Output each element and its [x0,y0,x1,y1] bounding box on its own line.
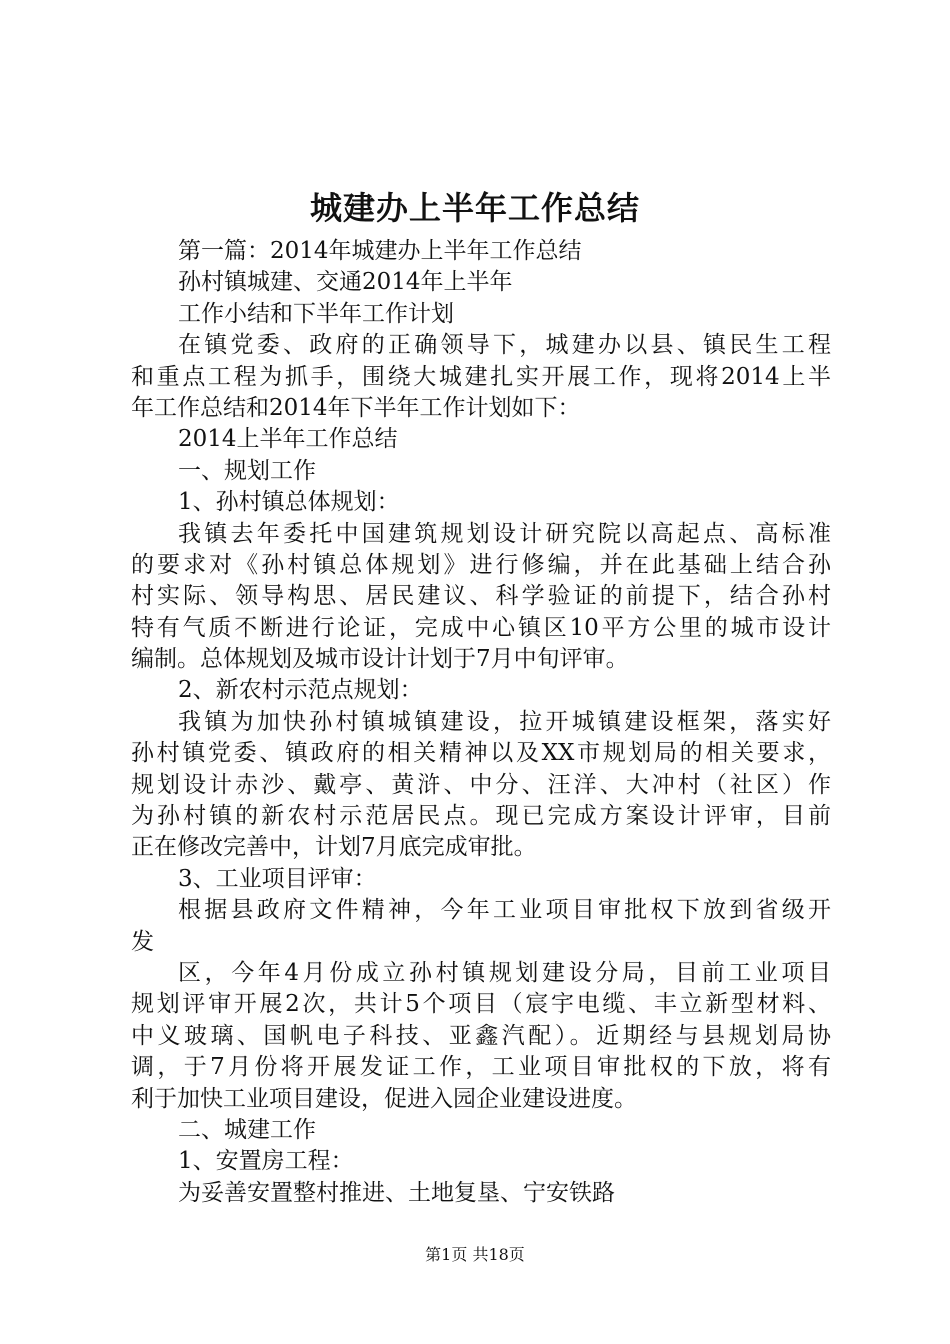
text-line: 3、工业项目评审： [178,865,377,892]
text-line: 2、新农村示范点规划： [178,677,423,704]
text-line: 特有气质不断进行论证，完成中心镇区10平方公里的城市设计 [131,614,831,641]
text-line: 工作小结和下半年工作计划 [178,300,454,327]
page-footer: 第1页 共18页 [425,1245,525,1264]
text-line: 规划评审开展2次，共计5个项目（宸宇电缆、丰立新型材料、 [131,991,831,1018]
text-line: 1、安置房工程： [178,1148,354,1175]
text-line: 利于加快工业项目建设，促进入园企业建设进度。 [131,1085,637,1112]
text-line: 规划设计赤沙、戴亭、黄浒、中分、汪洋、大冲村（社区）作 [131,771,831,798]
text-line: 发 [131,928,154,955]
text-line: 的要求对《孙村镇总体规划》进行修编，并在此基础上结合孙 [131,551,831,578]
text-line: 1、孙村镇总体规划： [178,489,400,516]
text-line: 年工作总结和2014年下半年工作计划如下： [131,394,581,421]
text-line: 二、城建工作 [178,1116,316,1143]
text-line: 在镇党委、政府的正确领导下，城建办以县、镇民生工程 [178,332,831,359]
text-line: 孙村镇党委、镇政府的相关精神以及XX市规划局的相关要求， [131,740,831,767]
page-title: 城建办上半年工作总结 [309,189,640,227]
document-body [131,236,831,1209]
text-line: 为妥善安置整村推进、土地复垦、宁安铁路 [178,1179,615,1206]
text-line: 和重点工程为抓手，围绕大城建扎实开展工作，现将2014上半 [131,363,831,390]
text-line: 我镇为加快孙村镇城镇建设，拉开城镇建设框架，落实好 [178,708,831,735]
text-line: 村实际、领导构思、居民建议、科学验证的前提下，结合孙村 [131,583,831,610]
text-line: 调，于7月份将开展发证工作，工业项目审批权的下放，将有 [131,1054,831,1081]
text-line: 一、规划工作 [178,457,316,484]
text-line: 我镇去年委托中国建筑规划设计研究院以高起点、高标准 [178,520,831,547]
text-line: 为孙村镇的新农村示范居民点。现已完成方案设计评审，目前 [131,803,831,830]
text-line: 编制。总体规划及城市设计计划于7月中旬评审。 [131,646,629,673]
text-line: 根据县政府文件精神，今年工业项目审批权下放到省级开 [178,897,831,924]
text-line: 第一篇：2014年城建办上半年工作总结 [178,238,582,264]
text-line: 区，今年4月份成立孙村镇规划建设分局，目前工业项目 [178,959,831,986]
text-line: 正在修改完善中，计划7月底完成审批。 [131,834,537,861]
text-line: 2014上半年工作总结 [178,426,398,453]
text-line: 中义玻璃、国帆电子科技、亚鑫汽配）。近期经与县规划局协 [131,1022,831,1049]
text-line: 孙村镇城建、交通2014年上半年 [178,269,513,296]
